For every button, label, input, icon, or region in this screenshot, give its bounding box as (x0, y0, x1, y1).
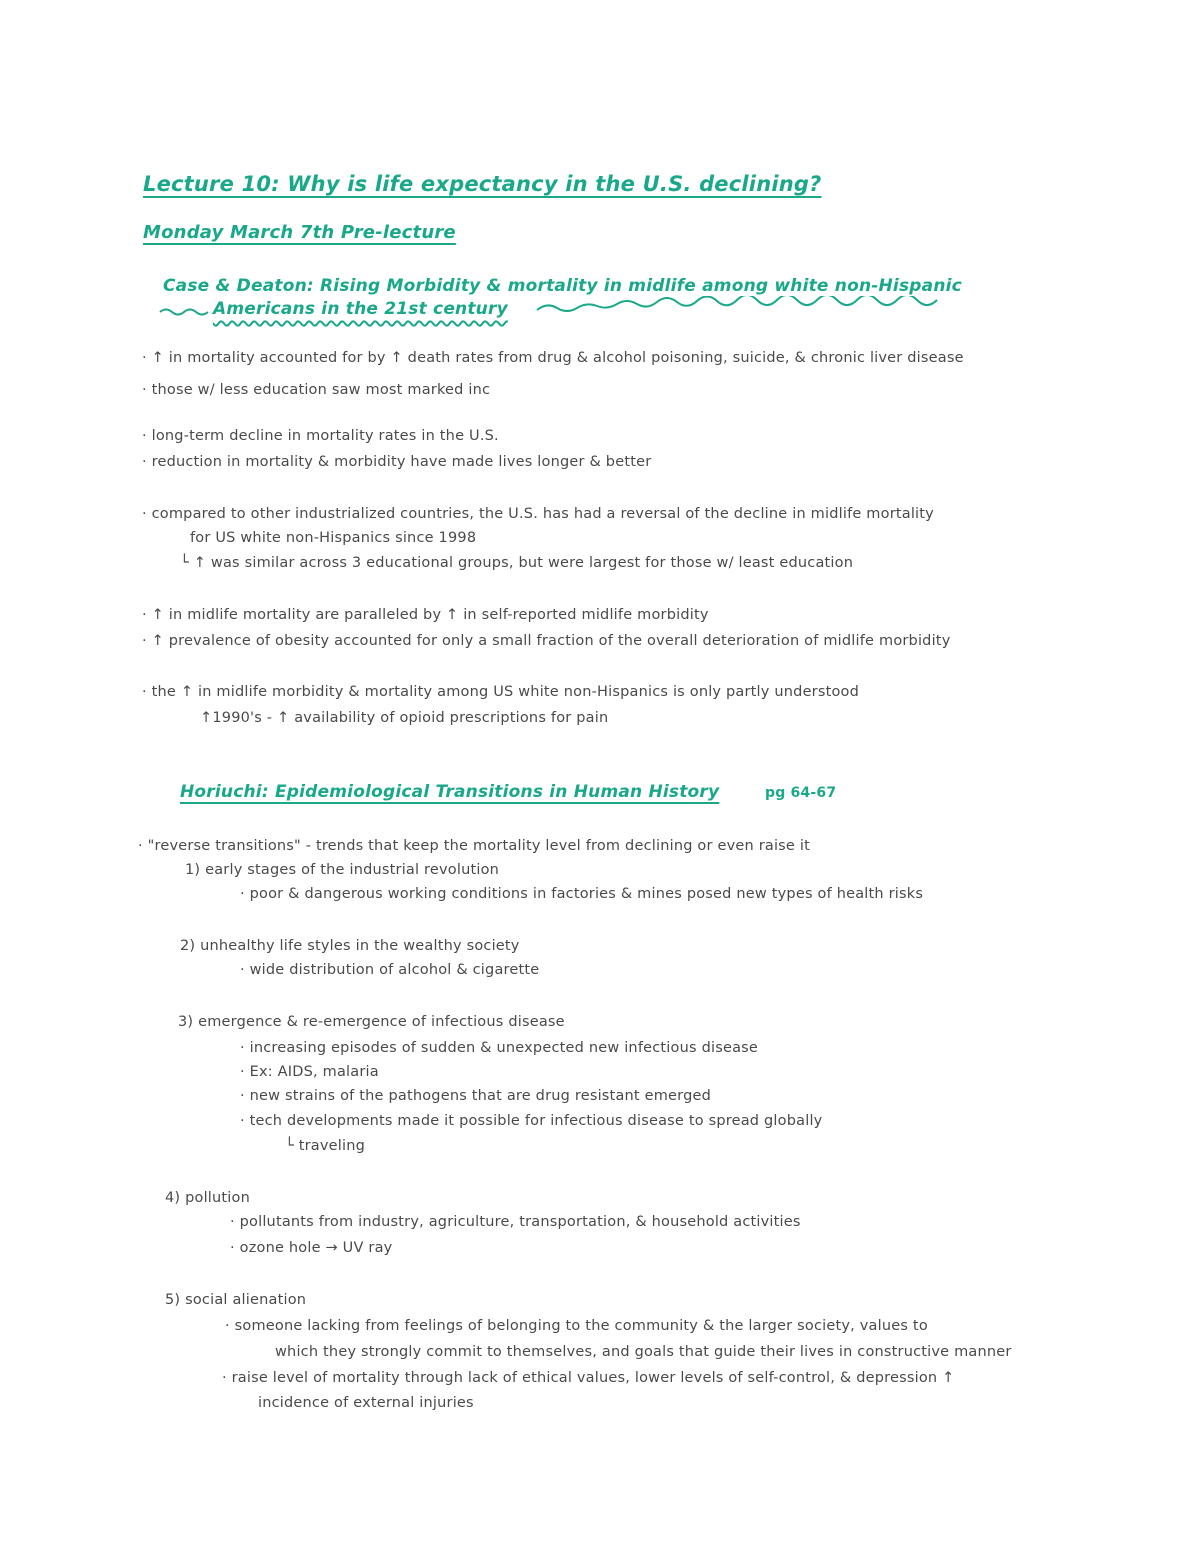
note-line: for US white non-Hispanics since 1998 (190, 530, 477, 546)
note-line: which they strongly commit to themselves, and goals that guide their lives in constructive manner (275, 1344, 1012, 1360)
note-line: 1) early stages of the industrial revolution (185, 862, 500, 878)
section1-heading-line2: Americans in the 21st century (213, 299, 508, 319)
squiggle-left (158, 306, 218, 318)
note-line: · ↑ prevalence of obesity accounted for only a small fraction of the overall deterioration of midlife morbidity (142, 633, 951, 649)
lecture-title: Lecture 10: Why is life expectancy in the U.S. declining? (143, 172, 822, 196)
note-line: · pollutants from industry, agriculture, transportation, & household activities (230, 1214, 801, 1230)
note-line: · wide distribution of alcohol & cigarette (240, 962, 540, 978)
note-line: · ↑ in mortality accounted for by ↑ death rates from drug & alcohol poisoning, suicide, & chronic liver disease (142, 350, 964, 366)
note-line: 3) emergence & re-emergence of infectious disease (178, 1014, 565, 1030)
section1-heading-line1: Case & Deaton: Rising Morbidity & mortality in midlife among white non-Hispanic (163, 276, 962, 296)
note-line: 5) social alienation (165, 1292, 307, 1308)
note-line: · tech developments made it possible for infectious disease to spread globally (240, 1113, 823, 1129)
note-line: · "reverse transitions" - trends that keep the mortality level from declining or even raise it (138, 838, 810, 854)
note-line: · raise level of mortality through lack of ethical values, lower levels of self-control, & depression ↑ (222, 1370, 955, 1386)
note-line: · the ↑ in midlife morbidity & mortality among US white non-Hispanics is only partly understood (142, 684, 860, 700)
note-line: · reduction in mortality & morbidity have made lives longer & better (142, 454, 652, 470)
note-line: · Ex: AIDS, malaria (240, 1064, 379, 1080)
note-line: · increasing episodes of sudden & unexpected new infectious disease (240, 1040, 759, 1056)
squiggle-right (535, 296, 955, 316)
note-line: └ ↑ was similar across 3 educational groups, but were largest for those w/ least education (180, 555, 854, 571)
note-line: · poor & dangerous working conditions in factories & mines posed new types of health risks (240, 886, 924, 902)
note-line: · ↑ in midlife mortality are paralleled by ↑ in self-reported midlife morbidity (142, 607, 709, 623)
note-line: 2) unhealthy life styles in the wealthy society (180, 938, 520, 954)
lecture-date: Monday March 7th Pre-lecture (143, 222, 456, 243)
section2-heading: Horiuchi: Epidemiological Transitions in Human History (180, 782, 720, 802)
note-line: · ozone hole → UV ray (230, 1240, 393, 1256)
note-line: ↑1990's - ↑ availability of opioid prescriptions for pain (200, 710, 609, 726)
note-line: incidence of external injuries (258, 1395, 474, 1411)
note-line: └ traveling (285, 1138, 366, 1154)
note-line: · someone lacking from feelings of belonging to the community & the larger society, values to (225, 1318, 928, 1334)
note-line: · compared to other industrialized countries, the U.S. has had a reversal of the decline in midlife mortality (142, 506, 934, 522)
note-line: · those w/ less education saw most marked inc (142, 382, 491, 398)
note-line: · new strains of the pathogens that are drug resistant emerged (240, 1088, 712, 1104)
note-line: · long-term decline in mortality rates in the U.S. (142, 428, 499, 444)
section2-pages: pg 64-67 (765, 785, 837, 801)
note-line: 4) pollution (165, 1190, 250, 1206)
